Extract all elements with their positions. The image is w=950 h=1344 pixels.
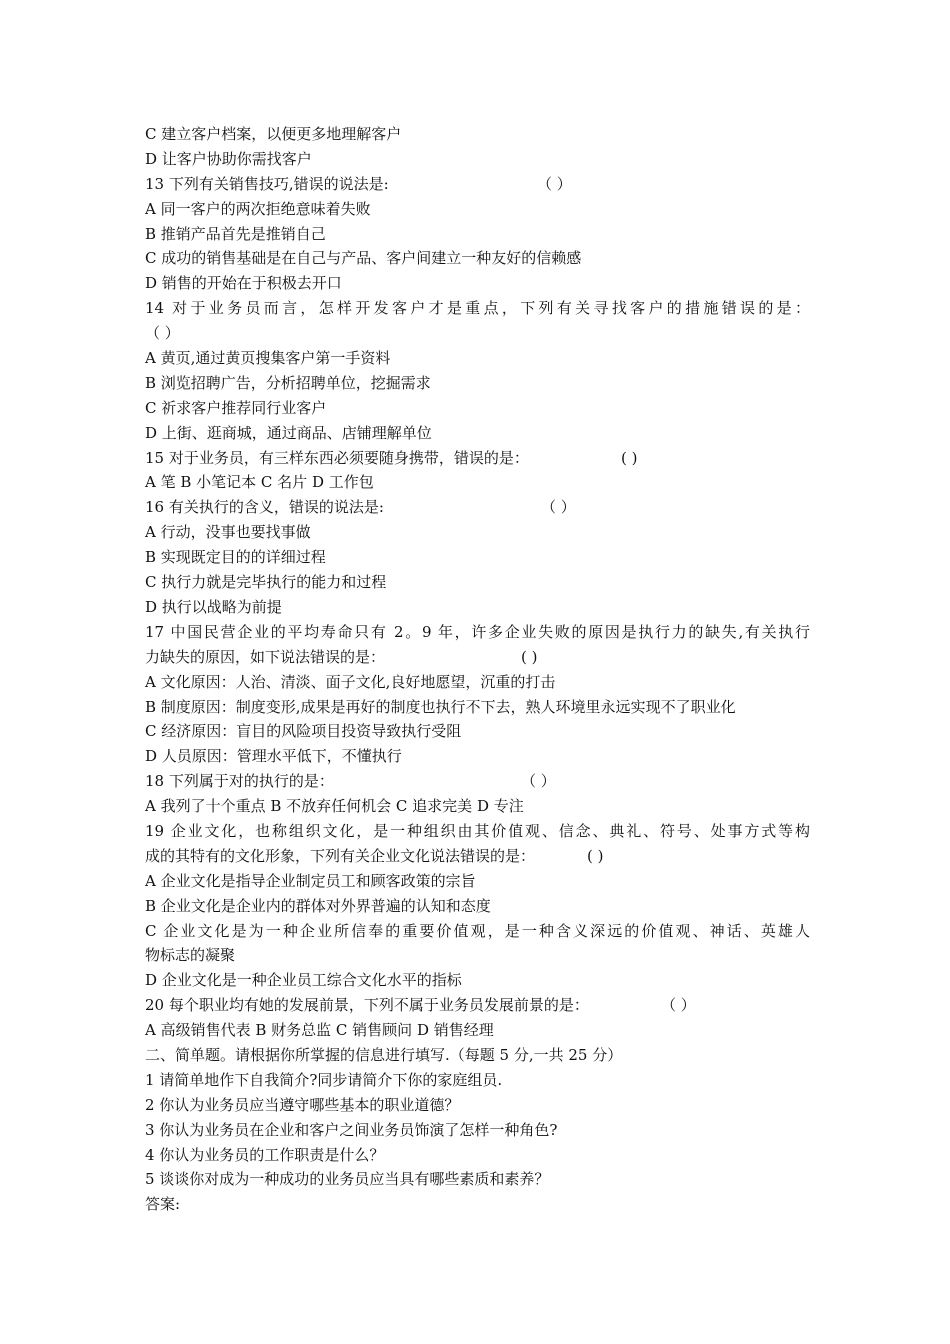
text-line: A 我列了十个重点 B 不放弃任何机会 C 追求完美 D 专注 (145, 797, 524, 816)
text-line: C 执行力就是完毕执行的能力和过程 (145, 573, 387, 592)
text-line: 2 你认为业务员应当遵守哪些基本的职业道德？ (145, 1095, 460, 1114)
text-line: D 人员原因：管理水平低下，不懂执行 (145, 747, 402, 766)
question-14: 14 对于业务员而言，怎样开发客户才是重点，下列有关寻找客户的措施错误的是： (145, 299, 810, 318)
text-line: B 推销产品首先是推销自己 (145, 224, 326, 243)
text-line: A 文化原因：人治、清淡、面子文化,良好地愿望，沉重的打击 (145, 672, 556, 691)
text-line: A 黄页,通过黄页搜集客户第一手资料 (145, 349, 391, 368)
question-13: 13 下列有关销售技巧,错误的说法是: （ ） (145, 172, 810, 197)
question-20: 20 每个职业均有她的发展前景，下列不属于业务员发展前景的是： （ ） (145, 993, 810, 1018)
text-line: A 高级销售代表 B 财务总监 C 销售顾问 D 销售经理 (145, 1021, 494, 1040)
text-line: B 实现既定目的的详细过程 (145, 548, 326, 567)
text-line: A 行动，没事也要找事做 (145, 523, 311, 542)
question-18: 18 下列属于对的执行的是： （ ） (145, 769, 810, 794)
text-line: C 成功的销售基础是在自己与产品、客户间建立一种友好的信赖感 (145, 249, 582, 268)
text-line: D 上街、逛商城，通过商品、店铺理解单位 (145, 423, 432, 442)
text-line: 5 谈谈你对成为一种成功的业务员应当具有哪些素质和素养？ (145, 1170, 550, 1189)
text-line: 力缺失的原因，如下说法错误的是： ( ) (145, 645, 810, 670)
text-line: C 祈求客户推荐同行业客户 (145, 398, 327, 417)
text-line: 成的其特有的文化形象，下列有关企业文化说法错误的是： ( ) (145, 844, 810, 869)
text-line: A 同一客户的两次拒绝意味着失败 (145, 199, 371, 218)
section-heading: 二、简单题。请根据你所掌握的信息进行填写.（每题 5 分,一共 25 分） (145, 1046, 623, 1065)
text-line: D 企业文化是一种企业员工综合文化水平的指标 (145, 971, 462, 990)
document-page (145, 122, 810, 1217)
text-line: D 让客户协助你需找客户 (145, 149, 312, 168)
answer-label: 答案: (145, 1195, 181, 1214)
question-17: 17 中国民营企业的平均寿命只有 2。9 年，许多企业失败的原因是执行力的缺失,有关执行 (145, 622, 810, 641)
text-line: C 经济原因：盲目的风险项目投资导致执行受阻 (145, 722, 462, 741)
question-15: 15 对于业务员，有三样东西必须要随身携带，错误的是： ( ) (145, 446, 810, 471)
text-line: A 企业文化是指导企业制定员工和顾客政策的宗旨 (145, 871, 476, 890)
answer-blank: （ ） (661, 996, 696, 1015)
text-line: 3 你认为业务员在企业和客户之间业务员饰演了怎样一种角色? (145, 1120, 558, 1139)
question-16: 16 有关执行的含义，错误的说法是: （ ） (145, 495, 810, 520)
question-19: 19 企业文化，也称组织文化，是一种组织由其价值观、信念、典礼、符号、处事方式等构 (145, 821, 810, 840)
text-line: D 销售的开始在于积极去开口 (145, 274, 342, 293)
text-line: C 企业文化是为一种企业所信奉的重要价值观，是一种含义深远的价值观、神话、英雄人 (145, 921, 810, 940)
answer-blank: ( ) (587, 846, 604, 865)
text-line: B 浏览招聘广告，分析招聘单位，挖掘需求 (145, 373, 431, 392)
answer-blank: ( ) (521, 647, 538, 666)
text-line: 4 你认为业务员的工作职责是什么？ (145, 1145, 385, 1164)
answer-blank: （ ） (521, 772, 556, 791)
answer-blank: ( ) (621, 448, 638, 467)
answer-blank: （ ） (541, 498, 576, 517)
text-line: 1 请简单地作下自我简介?同步请简介下你的家庭组员. (145, 1070, 503, 1089)
text-line: B 企业文化是企业内的群体对外界普遍的认知和态度 (145, 896, 491, 915)
text-line: D 执行以战略为前提 (145, 597, 282, 616)
text-line: 物标志的凝聚 (145, 946, 236, 965)
text-line: A 笔 B 小笔记本 C 名片 D 工作包 (145, 473, 374, 492)
text-line: C 建立客户档案，以便更多地理解客户 (145, 125, 402, 143)
answer-blank: （ ） (145, 324, 180, 343)
text-line: B 制度原因：制度变形,成果是再好的制度也执行不下去，熟人环境里永远实现不了职业化 (145, 697, 736, 716)
answer-blank: （ ） (537, 174, 572, 193)
